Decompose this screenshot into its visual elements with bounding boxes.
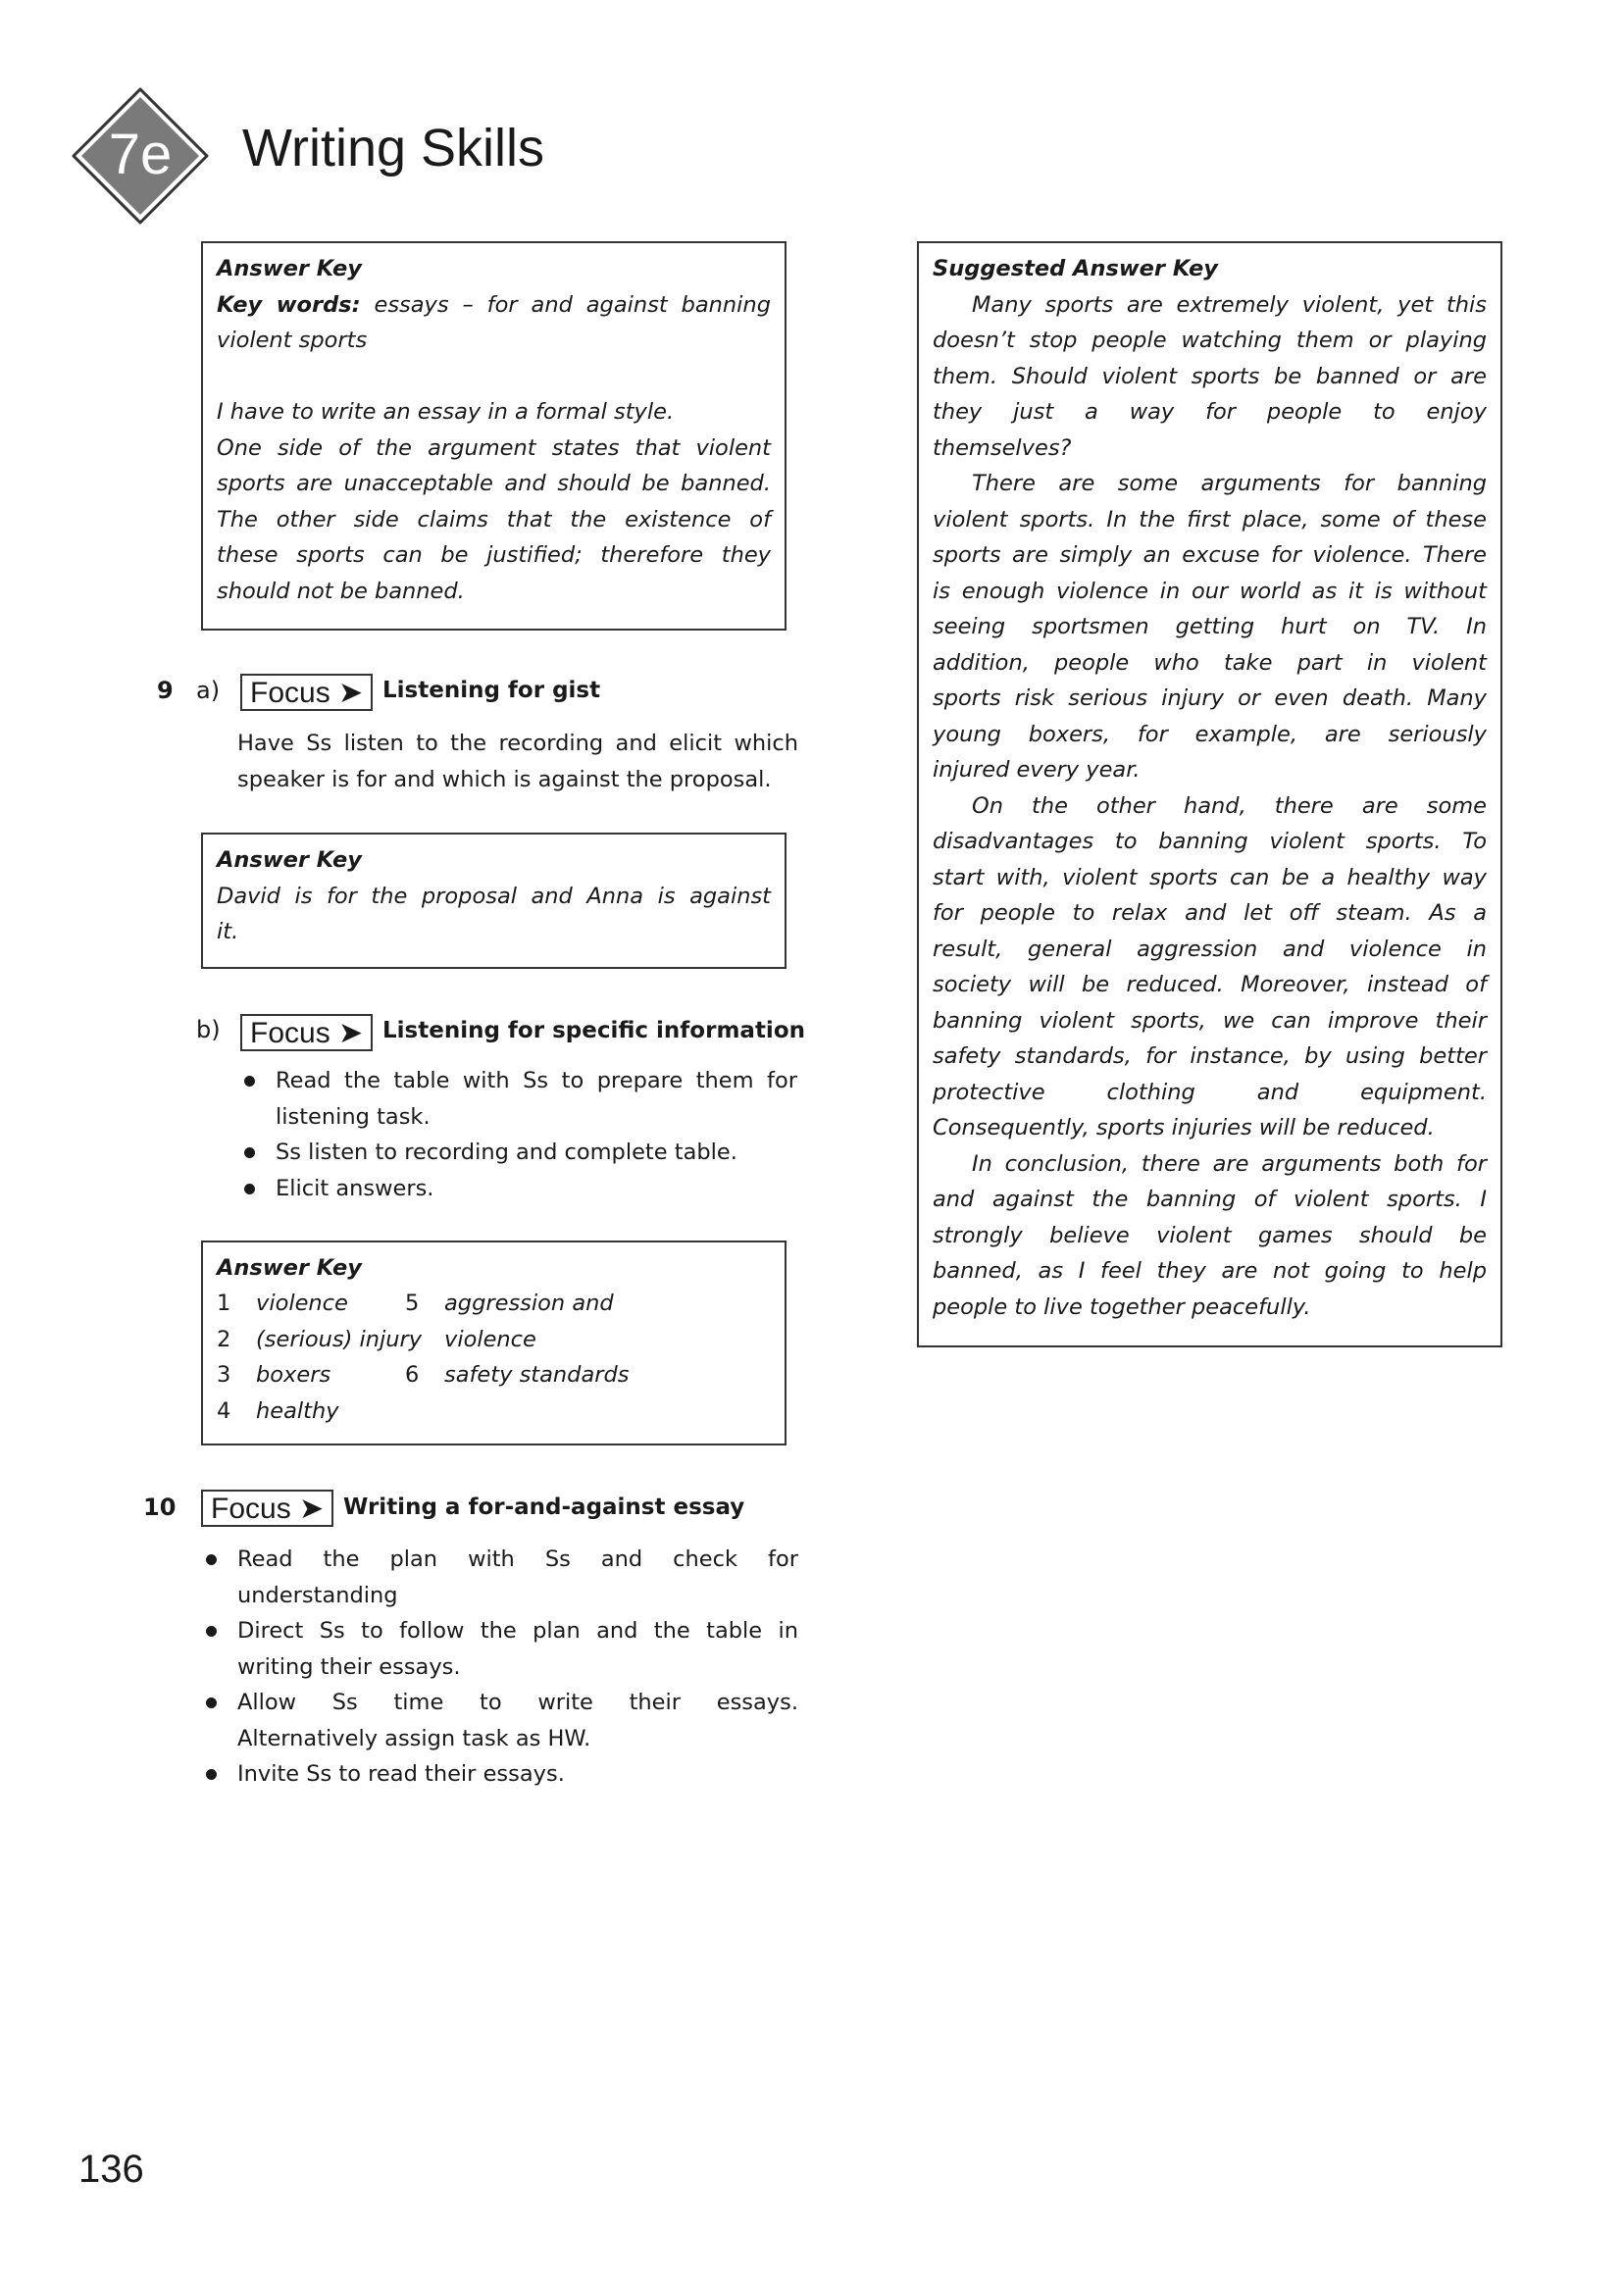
answer-line: these sports can be justified; therefore they (217, 542, 771, 568)
essay-line: protective clothing and equipment. (933, 1079, 1487, 1105)
bullet-icon (206, 1554, 217, 1565)
answer-key-box-1 (201, 241, 787, 631)
essay-line: them. Should violent sports be banned or are (933, 363, 1487, 389)
exercise-9b-label: b) (196, 1016, 221, 1043)
essay-line: sports risk serious injury or even death. Many (933, 685, 1487, 711)
bullet-line: Direct Ss to follow the plan and the table in (237, 1618, 798, 1644)
answer-line: sports are unacceptable and should be banned. (217, 471, 771, 496)
bullet-item (276, 1171, 797, 1207)
answer-text: violence (256, 1291, 348, 1316)
bullet-line: Invite Ss to read their essays. (237, 1761, 565, 1787)
answer-key-box-9a (201, 833, 787, 969)
exercise-9b-heading: Listening for specific information (382, 1018, 805, 1043)
essay-line: violent sports. In the first place, some of these (933, 506, 1487, 532)
essay-line: people to live together peacefully. (933, 1293, 1311, 1320)
essay-line: start with, violent sports can be a healthy way (933, 864, 1487, 890)
bullet-line: Read the plan with Ss and check for (237, 1546, 798, 1572)
suggested-answer-heading: Suggested Answer Key (933, 256, 1218, 281)
essay-line: On the other hand, there are some (972, 792, 1487, 819)
essay-line: and against the banning of violent sports. I (933, 1187, 1487, 1212)
answer-line: David is for the proposal and Anna is against (217, 883, 771, 909)
bullet-item (237, 1756, 798, 1793)
essay-line: banning violent sports, we can improve their (933, 1007, 1487, 1034)
exercise-10-heading: Writing a for-and-against essay (343, 1495, 745, 1520)
bullet-line: Ss listen to recording and complete table. (276, 1140, 737, 1165)
essay-line: injured every year. (933, 757, 1141, 783)
essay-line: doesn’t stop people watching them or playing (933, 328, 1487, 353)
bullet-icon (206, 1626, 217, 1637)
focus-tag-9b: Focus ➤ (240, 1014, 373, 1051)
essay-line: sports are simply an excuse for violence. There (933, 542, 1487, 568)
answer-number: 2 (217, 1326, 231, 1352)
answer-text: (serious) injury (256, 1326, 423, 1352)
page-number: 136 (78, 2148, 144, 2191)
bullet-item (237, 1613, 798, 1685)
bullet-icon (244, 1076, 255, 1087)
focus-tag-10: Focus ➤ (201, 1490, 333, 1527)
essay-line: There are some arguments for banning (972, 471, 1487, 496)
exercise-9-number: 9 (157, 677, 174, 704)
essay-line: themselves? (933, 434, 1072, 461)
answer-key-box-9b (201, 1241, 787, 1445)
exercise-9a-instructions (237, 726, 798, 797)
instruction-line: speaker is for and which is against the proposal. (237, 766, 772, 792)
essay-line: result, general aggression and violence in (933, 936, 1487, 962)
exercise-9a-label: a) (196, 677, 221, 704)
instruction-line: Have Ss listen to the recording and elicit which (237, 731, 798, 756)
answer-line: I have to write an essay in a formal style. (217, 399, 675, 425)
key-words-line (217, 287, 771, 324)
essay-line: In conclusion, there are arguments both for (972, 1150, 1487, 1177)
essay-line: is enough violence in our world as it is without (933, 578, 1487, 604)
unit-badge-label: 7e (108, 123, 173, 186)
bullet-icon (244, 1147, 255, 1158)
bullet-line: Elicit answers. (276, 1175, 434, 1201)
bullet-item (237, 1685, 798, 1756)
essay-line: banned, as I feel they are not going to help (933, 1258, 1487, 1284)
answer-text: aggression and (444, 1291, 614, 1316)
essay-line: they just a way for people to enjoy (933, 399, 1487, 425)
answer-text: boxers (256, 1362, 331, 1388)
bullet-line: Allow Ss time to write their essays. (237, 1690, 798, 1715)
answer-line: it. (217, 919, 239, 944)
answer-line: The other side claims that the existence of (217, 506, 771, 532)
answer-number: 4 (217, 1397, 231, 1424)
focus-tag-9a: Focus ➤ (240, 674, 373, 711)
bullet-line: understanding (237, 1582, 398, 1608)
answer-number: 5 (405, 1291, 420, 1316)
answer-key-heading: Answer Key (217, 1255, 362, 1281)
answer-key-heading: Answer Key (217, 256, 362, 281)
bullet-line: Read the table with Ss to prepare them for (276, 1068, 797, 1093)
essay-line: society will be reduced. Moreover, instead of (933, 972, 1487, 997)
answer-key-heading: Answer Key (217, 847, 362, 873)
essay-line: safety standards, for instance, by using better (933, 1043, 1487, 1069)
bullet-item (276, 1135, 797, 1171)
answer-line: One side of the argument states that violent (217, 434, 771, 461)
answer-line: violent sports (217, 328, 368, 353)
bullet-icon (244, 1184, 255, 1194)
essay-line: strongly believe violent games should be (933, 1222, 1487, 1248)
essay-line: disadvantages to banning violent sports. To (933, 829, 1487, 854)
answer-line: should not be banned. (217, 578, 465, 604)
exercise-9a-heading: Listening for gist (382, 678, 601, 703)
answer-text: safety standards (444, 1362, 630, 1388)
exercise-10-number: 10 (143, 1494, 177, 1521)
bullet-item (237, 1542, 798, 1613)
answer-number: 6 (405, 1362, 420, 1388)
key-words-text: essays – for and against banning (374, 291, 771, 318)
essay-line: Many sports are extremely violent, yet this (972, 291, 1487, 318)
answer-line (217, 359, 771, 395)
suggested-answer-box (917, 241, 1502, 1347)
bullet-icon (206, 1697, 217, 1708)
answer-number: 3 (217, 1362, 231, 1388)
answer-number: 1 (217, 1291, 231, 1316)
bullet-line: writing their essays. (237, 1653, 461, 1680)
answer-text: violence (444, 1326, 536, 1352)
key-words-label: Key words: (217, 291, 361, 318)
essay-line: young boxers, for example, are seriously (933, 721, 1487, 747)
essay-line: for people to relax and let off steam. As a (933, 900, 1487, 926)
essay-line: seeing sportsmen getting hurt on TV. In (933, 614, 1487, 639)
bullet-icon (206, 1769, 217, 1780)
answer-text: healthy (256, 1397, 339, 1424)
bullet-line: listening task. (276, 1103, 431, 1130)
essay-line: addition, people who take part in violent (933, 649, 1487, 676)
bullet-item (276, 1063, 797, 1135)
page-title: Writing Skills (242, 119, 545, 177)
essay-line: Consequently, sports injuries will be reduced. (933, 1115, 1435, 1140)
bullet-line: Alternatively assign task as HW. (237, 1725, 591, 1751)
